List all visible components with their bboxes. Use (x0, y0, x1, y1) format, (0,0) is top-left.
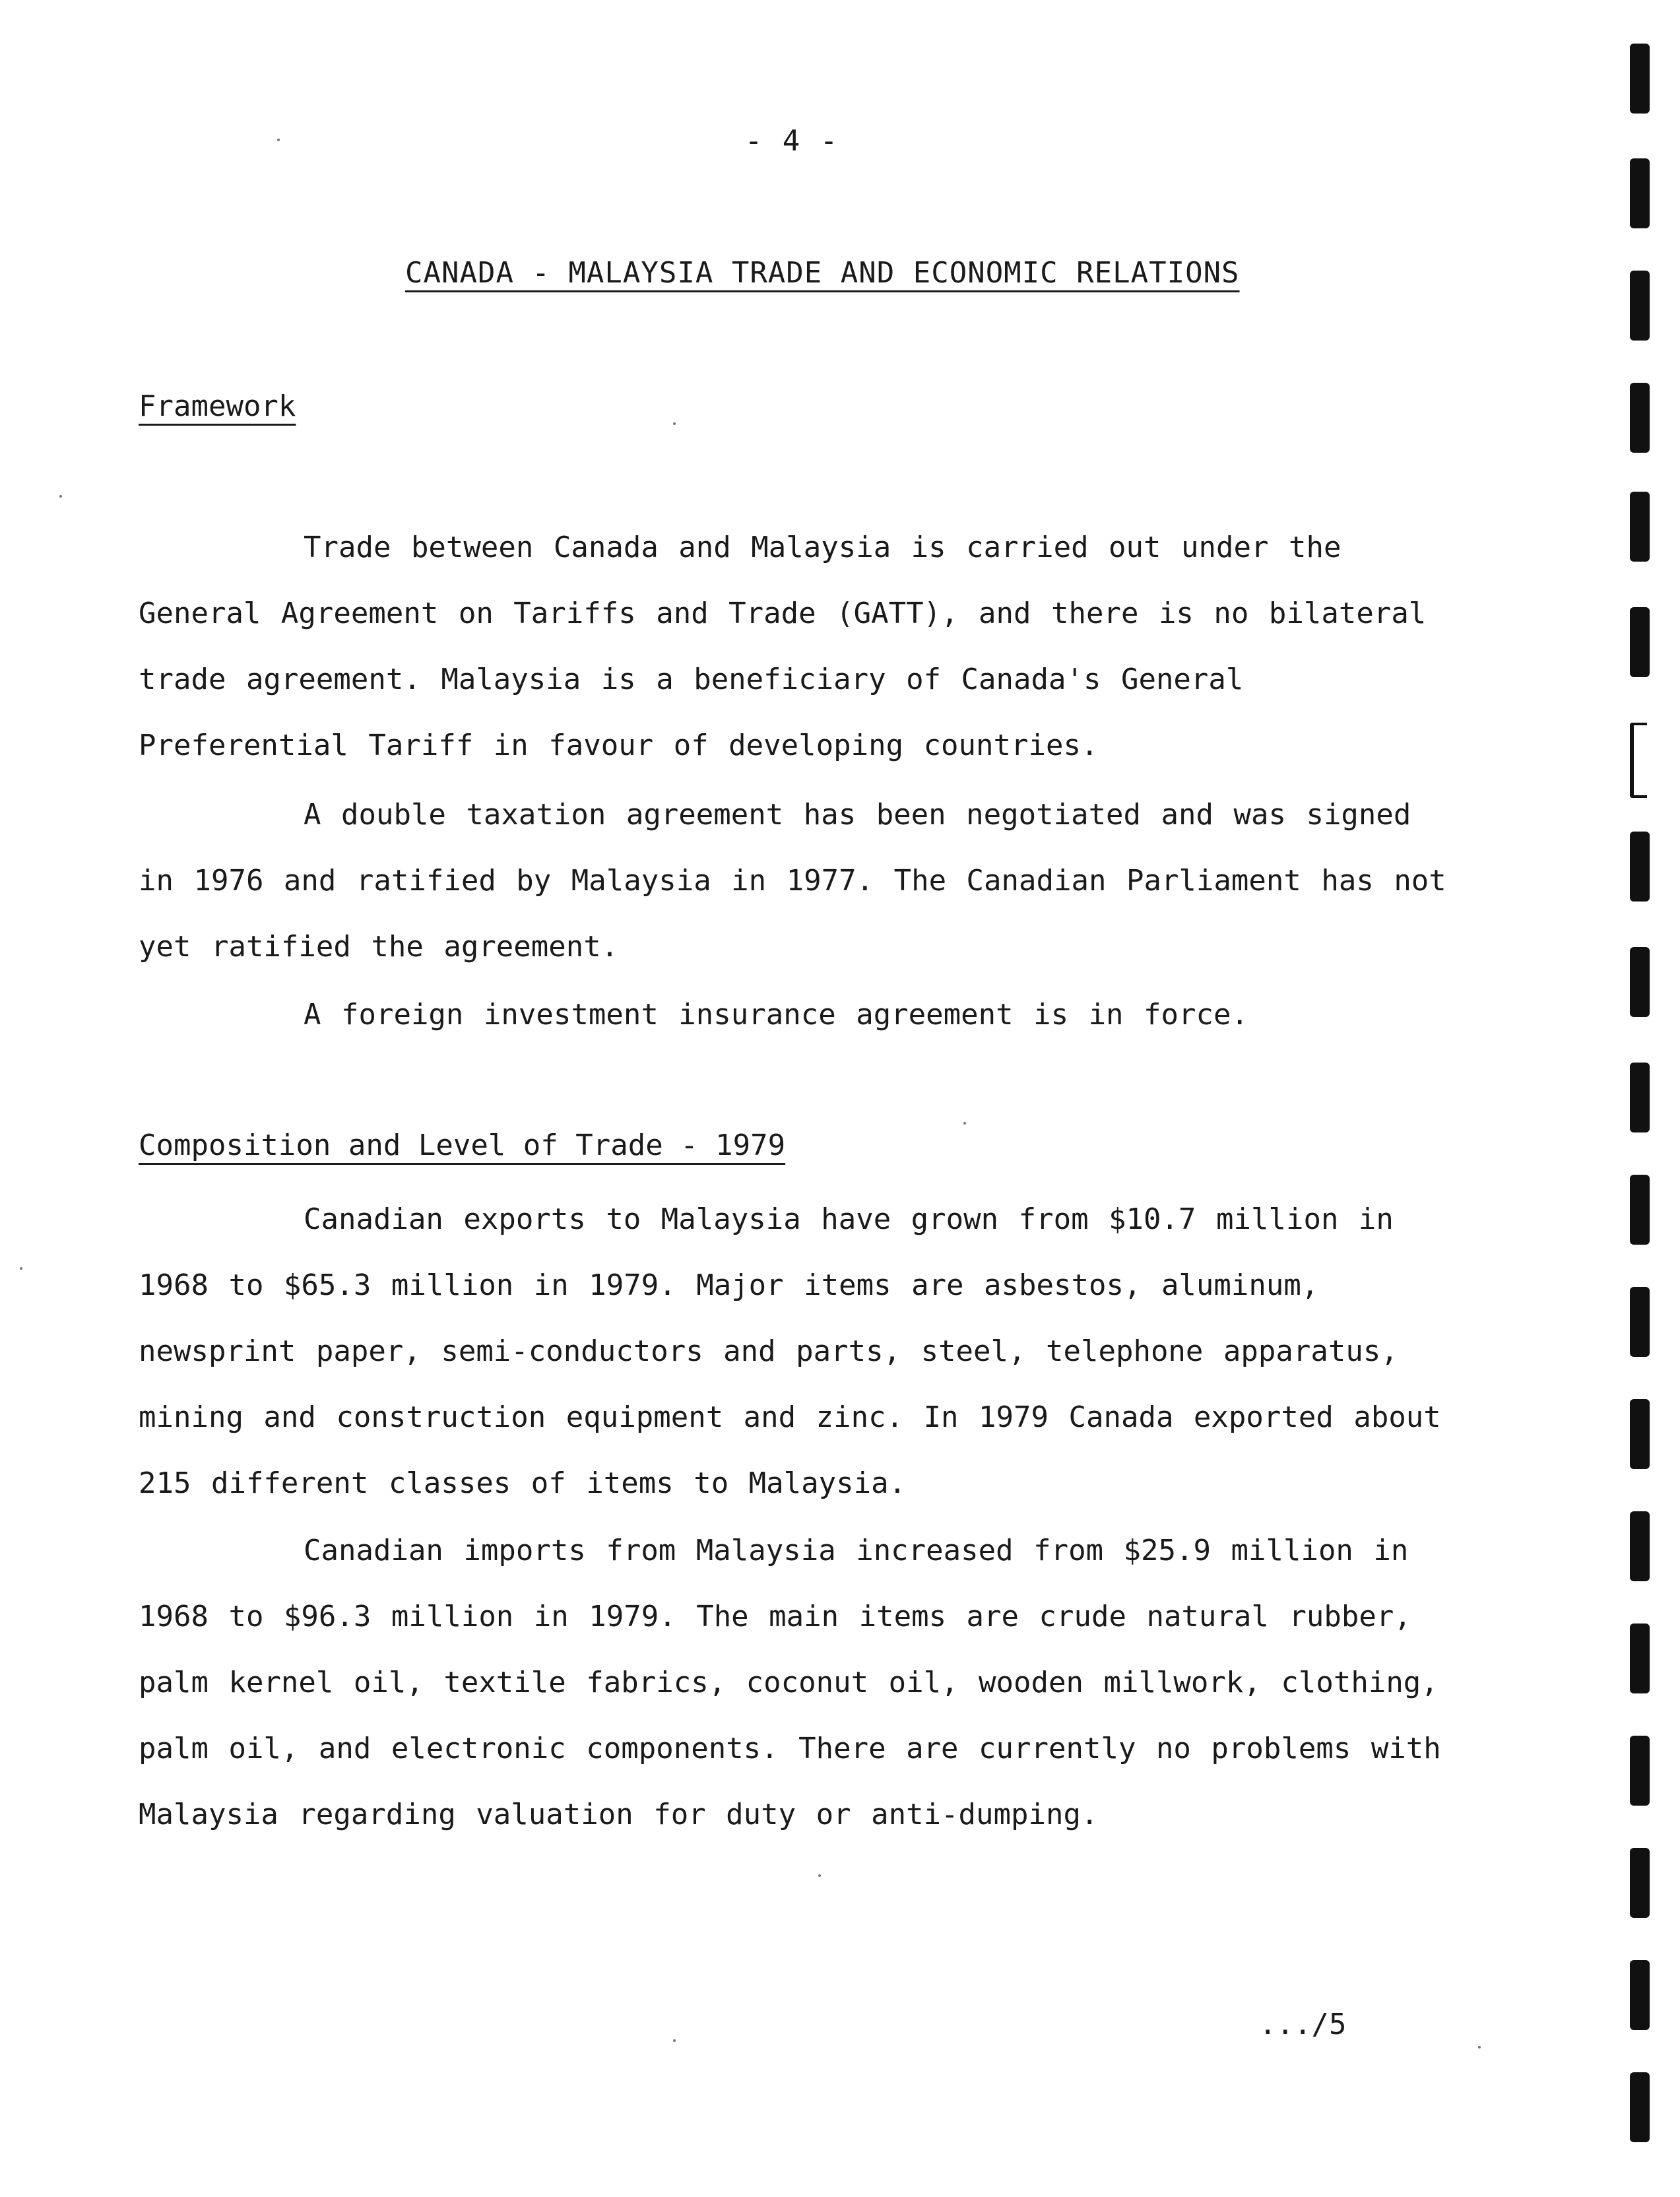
binder-mark (1630, 607, 1650, 677)
scan-speck (20, 1267, 22, 1270)
scan-speck (277, 139, 280, 141)
continuation-marker: .../5 (1259, 2008, 1347, 2041)
binder-mark (1630, 947, 1650, 1017)
framework-paragraph-3: A foreign investment insurance agreement is in force. (304, 998, 1248, 1032)
scan-speck (59, 495, 62, 498)
scan-speck (1478, 2046, 1481, 2049)
binder-mark (1630, 1063, 1650, 1132)
binder-mark (1630, 723, 1647, 798)
binder-mark (1630, 1848, 1650, 1918)
binder-mark (1630, 1736, 1650, 1806)
scan-speck (963, 1122, 966, 1125)
section-heading-framework: Framework (139, 389, 296, 423)
scan-speck (673, 422, 676, 425)
binder-mark (1630, 383, 1650, 453)
scan-speck (818, 1874, 821, 1877)
page-number: - 4 - (744, 124, 839, 158)
framework-paragraph-2: A double taxation agreement has been negotiated and was signed in 1976 and ratified by Malaysia in 1977. The Canadian Parliament has not yet ratified the agreement. (139, 798, 1446, 964)
composition-paragraph-1: Canadian exports to Malaysia have grown from $10.7 million in 1968 to $65.3 million in 1979. Major items are asbestos, aluminum, newsprint paper, semi-conductors and parts, steel, telephone apparatus, mining and construction equipment and zinc. In 1979 Canada exported about 215 different classes of items to Malaysia. (139, 1202, 1441, 1500)
section-heading-composition: Composition and Level of Trade - 1979 (139, 1129, 786, 1162)
binder-mark (1630, 1623, 1650, 1693)
binder-mark (1630, 1511, 1650, 1581)
binder-mark (1630, 832, 1650, 902)
document-title: CANADA - MALAYSIA TRADE AND ECONOMIC RELATIONS (405, 256, 1240, 290)
binder-mark (1630, 1960, 1650, 2030)
binder-mark (1630, 271, 1650, 341)
binder-mark (1630, 492, 1650, 562)
composition-paragraph-2: Canadian imports from Malaysia increased from $25.9 million in 1968 to $96.3 million in 1979. The main items are crude natural rubber, palm kernel oil, textile fabrics, coconut oil, wooden millwork, clothing, palm oil, and electronic components. There are currently no problems with Malaysia regarding valuation for duty or anti-dumping. (139, 1534, 1441, 1831)
framework-paragraph-1: Trade between Canada and Malaysia is carried out under the General Agreement on Tariffs and Trade (GATT), and there is no bilateral trade agreement. Malaysia is a beneficiary of Canada's General Preferential Tariff in favour of developing countries. (139, 531, 1427, 762)
binder-mark (1630, 158, 1650, 228)
binder-mark (1630, 1175, 1650, 1245)
binder-mark (1630, 44, 1650, 114)
binder-mark (1630, 1287, 1650, 1357)
binder-mark (1630, 1399, 1650, 1469)
scan-speck (673, 2039, 676, 2042)
binder-edge (1621, 0, 1660, 2197)
binder-mark (1630, 2072, 1650, 2142)
